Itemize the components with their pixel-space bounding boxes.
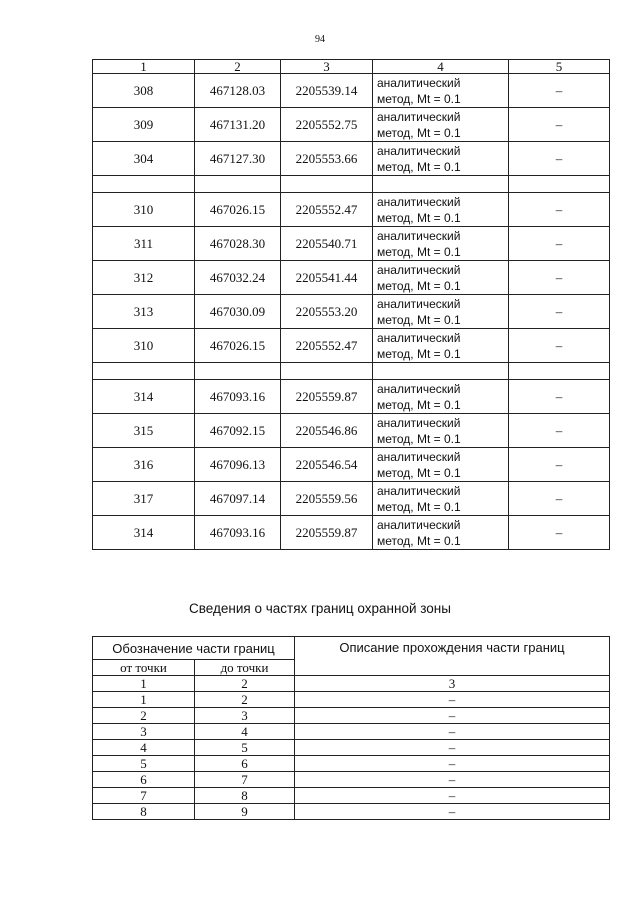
coordinate-row (93, 142, 610, 176)
description-cell: – (295, 804, 610, 820)
note-cell: – (509, 227, 610, 261)
y-coordinate-cell: 2205546.54 (281, 448, 373, 482)
point-number-cell: 314 (93, 516, 195, 550)
point-number-cell: 316 (93, 448, 195, 482)
point-number-cell: 313 (93, 295, 195, 329)
description-cell: – (295, 692, 610, 708)
point-number-cell: 304 (93, 142, 195, 176)
empty-cell (195, 363, 281, 380)
method-line-2: метод, Mt = 0.1 (377, 533, 461, 548)
column-number-header: 2 (195, 60, 281, 74)
x-coordinate-cell: 467093.16 (195, 516, 281, 550)
method-cell (373, 261, 509, 295)
coordinate-row (93, 227, 610, 261)
to-point-header: до точки (195, 660, 295, 676)
method-line-1: аналитический (377, 194, 461, 209)
empty-cell (93, 363, 195, 380)
x-coordinate-cell: 467092.15 (195, 414, 281, 448)
coordinate-row (93, 380, 610, 414)
y-coordinate-cell: 2205540.71 (281, 227, 373, 261)
boundary-part-row (93, 772, 610, 788)
y-coordinate-cell: 2205552.75 (281, 108, 373, 142)
page-number: 94 (315, 34, 325, 45)
coordinate-row (93, 261, 610, 295)
method-cell (373, 448, 509, 482)
description-cell: – (295, 788, 610, 804)
method-line-1: аналитический (377, 449, 461, 464)
point-number-cell: 308 (93, 74, 195, 108)
method-line-1: аналитический (377, 228, 461, 243)
empty-cell (373, 363, 509, 380)
from-point-cell: 3 (93, 724, 195, 740)
empty-cell (195, 176, 281, 193)
method-line-2: метод, Mt = 0.1 (377, 210, 461, 225)
boundary-part-row (93, 724, 610, 740)
method-line-1: аналитический (377, 381, 461, 396)
to-point-cell: 9 (195, 804, 295, 820)
method-line-1: аналитический (377, 75, 461, 90)
method-line-2: метод, Mt = 0.1 (377, 499, 461, 514)
x-coordinate-cell: 467030.09 (195, 295, 281, 329)
note-cell: – (509, 448, 610, 482)
point-number-cell: 310 (93, 193, 195, 227)
column-number-header: 5 (509, 60, 610, 74)
note-cell: – (509, 414, 610, 448)
column-number-header: 1 (93, 676, 195, 692)
method-cell (373, 329, 509, 363)
column-number-header: 1 (93, 60, 195, 74)
coordinate-row (93, 193, 610, 227)
boundary-part-designation-header: Обозначение части границ (93, 637, 295, 660)
note-cell: – (509, 482, 610, 516)
coordinate-row (93, 108, 610, 142)
coordinate-row (93, 482, 610, 516)
note-cell: – (509, 108, 610, 142)
separator-row (93, 176, 610, 193)
y-coordinate-cell: 2205552.47 (281, 193, 373, 227)
from-point-cell: 1 (93, 692, 195, 708)
point-number-cell: 315 (93, 414, 195, 448)
method-cell (373, 108, 509, 142)
method-line-2: метод, Mt = 0.1 (377, 346, 461, 361)
empty-cell (281, 363, 373, 380)
y-coordinate-cell: 2205541.44 (281, 261, 373, 295)
parts-number-row (93, 676, 610, 692)
parts-header-row (93, 637, 610, 660)
description-cell: – (295, 708, 610, 724)
x-coordinate-cell: 467097.14 (195, 482, 281, 516)
note-cell: – (509, 295, 610, 329)
x-coordinate-cell: 467032.24 (195, 261, 281, 295)
note-cell: – (509, 380, 610, 414)
boundary-part-row (93, 692, 610, 708)
boundary-part-row (93, 788, 610, 804)
method-cell (373, 295, 509, 329)
method-cell (373, 380, 509, 414)
y-coordinate-cell: 2205553.66 (281, 142, 373, 176)
point-number-cell: 311 (93, 227, 195, 261)
y-coordinate-cell: 2205559.87 (281, 516, 373, 550)
x-coordinate-cell: 467026.15 (195, 193, 281, 227)
x-coordinate-cell: 467093.16 (195, 380, 281, 414)
from-point-header: от точки (93, 660, 195, 676)
to-point-cell: 2 (195, 692, 295, 708)
point-number-cell: 312 (93, 261, 195, 295)
boundary-part-description-header: Описание прохождения части границ (295, 637, 610, 676)
point-number-cell: 317 (93, 482, 195, 516)
method-cell (373, 414, 509, 448)
note-cell: – (509, 261, 610, 295)
method-line-2: метод, Mt = 0.1 (377, 312, 461, 327)
from-point-cell: 5 (93, 756, 195, 772)
method-line-2: метод, Mt = 0.1 (377, 278, 461, 293)
description-cell: – (295, 756, 610, 772)
empty-cell (509, 176, 610, 193)
to-point-cell: 5 (195, 740, 295, 756)
method-line-2: метод, Mt = 0.1 (377, 465, 461, 480)
method-cell (373, 142, 509, 176)
method-line-1: аналитический (377, 109, 461, 124)
from-point-cell: 4 (93, 740, 195, 756)
method-line-1: аналитический (377, 517, 461, 532)
y-coordinate-cell: 2205553.20 (281, 295, 373, 329)
to-point-cell: 4 (195, 724, 295, 740)
coordinate-row (93, 329, 610, 363)
from-point-cell: 6 (93, 772, 195, 788)
separator-row (93, 363, 610, 380)
method-cell (373, 74, 509, 108)
method-cell (373, 516, 509, 550)
method-line-1: аналитический (377, 415, 461, 430)
note-cell: – (509, 74, 610, 108)
method-line-1: аналитический (377, 262, 461, 277)
boundary-part-row (93, 708, 610, 724)
point-number-cell: 314 (93, 380, 195, 414)
to-point-cell: 6 (195, 756, 295, 772)
from-point-cell: 2 (93, 708, 195, 724)
method-cell (373, 193, 509, 227)
note-cell: – (509, 516, 610, 550)
empty-cell (281, 176, 373, 193)
y-coordinate-cell: 2205559.87 (281, 380, 373, 414)
point-number-cell: 309 (93, 108, 195, 142)
to-point-cell: 8 (195, 788, 295, 804)
method-cell (373, 482, 509, 516)
x-coordinate-cell: 467131.20 (195, 108, 281, 142)
coordinate-row (93, 74, 610, 108)
boundary-part-row (93, 804, 610, 820)
empty-cell (373, 176, 509, 193)
from-point-cell: 8 (93, 804, 195, 820)
note-cell: – (509, 329, 610, 363)
method-cell (373, 227, 509, 261)
from-point-cell: 7 (93, 788, 195, 804)
point-number-cell: 310 (93, 329, 195, 363)
description-cell: – (295, 740, 610, 756)
description-cell: – (295, 724, 610, 740)
column-number-header: 2 (195, 676, 295, 692)
column-number-header: 3 (281, 60, 373, 74)
y-coordinate-cell: 2205552.47 (281, 329, 373, 363)
note-cell: – (509, 142, 610, 176)
method-line-2: метод, Mt = 0.1 (377, 91, 461, 106)
method-line-1: аналитический (377, 483, 461, 498)
x-coordinate-cell: 467026.15 (195, 329, 281, 363)
coordinates-header-row (93, 60, 610, 74)
coordinate-row (93, 516, 610, 550)
column-number-header: 3 (295, 676, 610, 692)
boundary-part-row (93, 756, 610, 772)
y-coordinate-cell: 2205539.14 (281, 74, 373, 108)
x-coordinate-cell: 467028.30 (195, 227, 281, 261)
coordinate-row (93, 295, 610, 329)
method-line-2: метод, Mt = 0.1 (377, 244, 461, 259)
coordinate-row (93, 448, 610, 482)
coordinate-row (93, 414, 610, 448)
x-coordinate-cell: 467127.30 (195, 142, 281, 176)
note-cell: – (509, 193, 610, 227)
section-title: Сведения о частях границ охранной зоны (189, 601, 451, 616)
method-line-1: аналитический (377, 330, 461, 345)
to-point-cell: 7 (195, 772, 295, 788)
method-line-2: метод, Mt = 0.1 (377, 397, 461, 412)
method-line-2: метод, Mt = 0.1 (377, 431, 461, 446)
x-coordinate-cell: 467128.03 (195, 74, 281, 108)
empty-cell (93, 176, 195, 193)
method-line-2: метод, Mt = 0.1 (377, 159, 461, 174)
boundary-parts-table (92, 636, 610, 820)
to-point-cell: 3 (195, 708, 295, 724)
empty-cell (509, 363, 610, 380)
method-line-1: аналитический (377, 296, 461, 311)
column-number-header: 4 (373, 60, 509, 74)
method-line-1: аналитический (377, 143, 461, 158)
boundary-part-row (93, 740, 610, 756)
coordinates-table (92, 59, 610, 550)
y-coordinate-cell: 2205559.56 (281, 482, 373, 516)
description-cell: – (295, 772, 610, 788)
y-coordinate-cell: 2205546.86 (281, 414, 373, 448)
x-coordinate-cell: 467096.13 (195, 448, 281, 482)
method-line-2: метод, Mt = 0.1 (377, 125, 461, 140)
